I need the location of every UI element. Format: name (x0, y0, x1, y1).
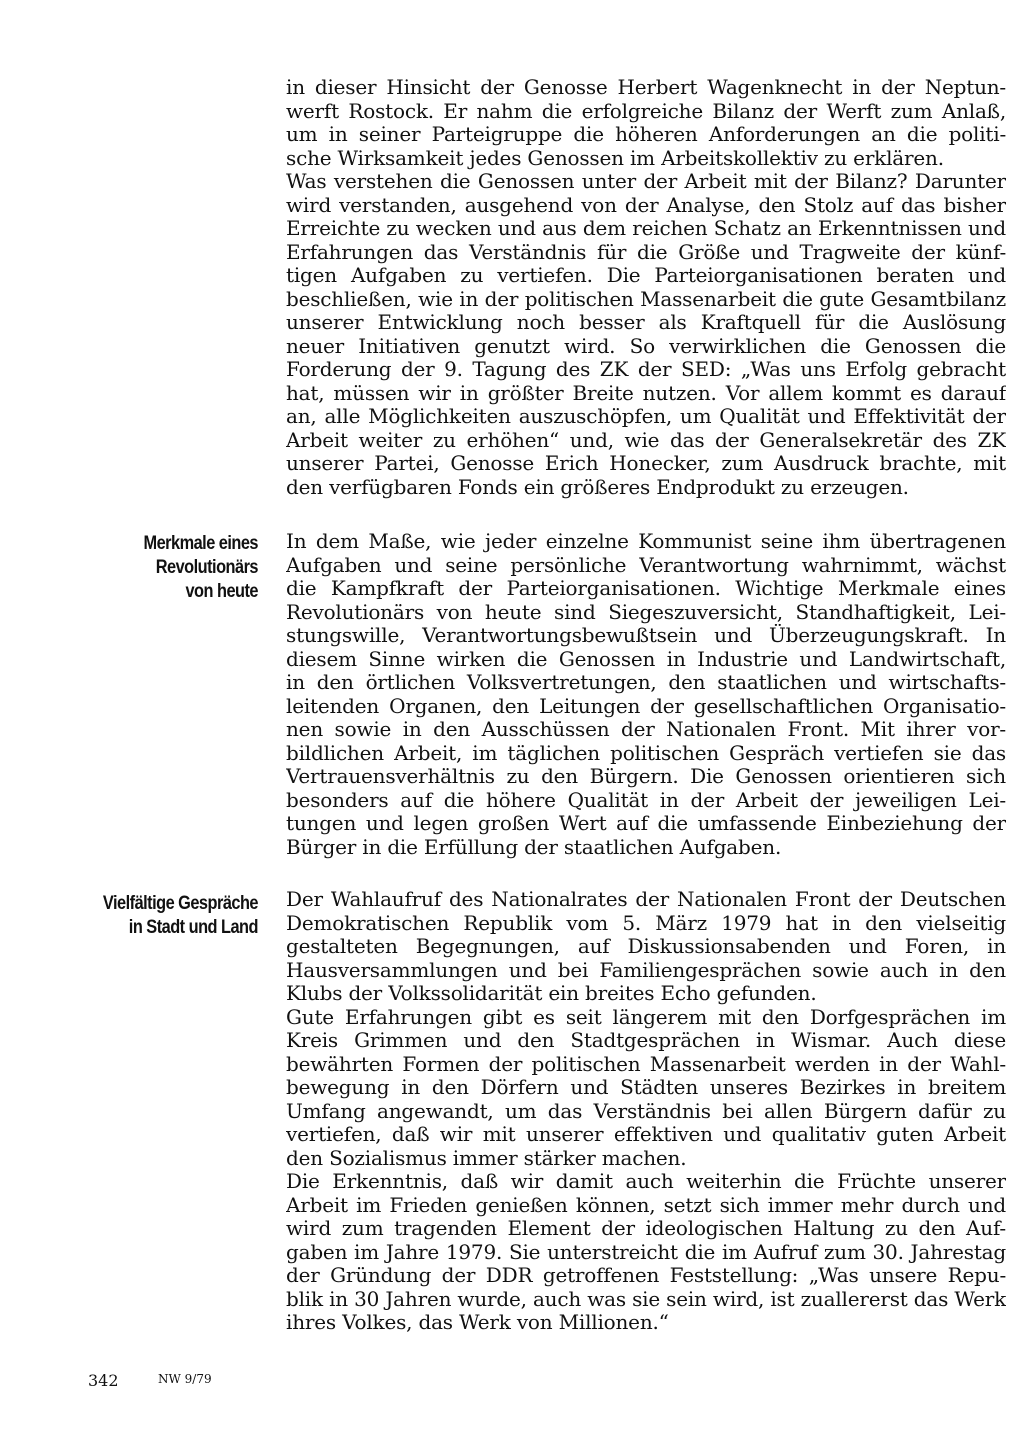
text-line: leitenden Organen, den Leitungen der gesellschaftlichen Organisatio- (286, 694, 1006, 718)
text-line: Forderung der 9. Tagung des ZK der SED: „Was uns Erfolg gebracht (286, 358, 1006, 381)
text-line: vertiefen, daß wir mit unserer effektiven und qualitativ guten Arbeit (286, 1123, 1006, 1146)
text-line: Erreichte zu wecken und aus dem reichen Schatz an Erkenntnissen und (286, 217, 1006, 240)
text-line: bewährten Formen der politischen Massenarbeit werden in der Wahl- (286, 1052, 1006, 1076)
text-line: tigen Aufgaben zu vertiefen. Die Parteiorganisationen beraten und (286, 264, 1006, 287)
text-line: den Sozialismus immer stärker machen. (286, 1146, 687, 1170)
text-line: In dem Maße, wie jeder einzelne Kommunist seine ihm übertragenen (286, 530, 1006, 553)
paragraph (286, 76, 1006, 170)
side-heading-line: Merkmale eines (143, 533, 258, 554)
journal-reference: NW 9/79 (158, 1372, 212, 1386)
text-line: in dieser Hinsicht der Genosse Herbert Wagenknecht in der Neptun- (286, 76, 1006, 99)
text-line: Aufgaben und seine persönliche Verantwortung wahrnimmt, wächst (286, 553, 1006, 577)
text-line: diesem Sinne wirken die Genossen in Industrie und Landwirtschaft, (286, 647, 1006, 671)
text-line: gestalteten Begegnungen, auf Diskussionsabenden und Foren, in (286, 935, 1006, 958)
text-line: Vertrauensverhältnis zu den Bürgern. Die Genossen orientieren sich (286, 765, 1006, 788)
paragraph (286, 1006, 1006, 1171)
text-line: gaben im Jahre 1979. Sie unterstreicht die im Aufruf zum 30. Jahrestag (286, 1240, 1006, 1264)
paragraph (286, 1170, 1006, 1335)
side-heading (86, 892, 258, 940)
section-body (286, 76, 1006, 499)
text-line: Arbeit im Frieden genießen können, setzt sich immer mehr durch und (286, 1193, 1006, 1217)
text-line: ihres Volkes, das Werk von Millionen.“ (286, 1311, 669, 1334)
text-line: in den örtlichen Volksvertretungen, den staatlichen und wirtschafts- (286, 671, 1006, 694)
section-body (286, 530, 1006, 859)
text-line: bewegung in den Dörfern und Städten unseres Bezirkes in breitem (286, 1076, 1006, 1099)
side-heading-line: Vielfältige Gespräche (102, 893, 259, 914)
text-line: neuer Initiativen genutzt wird. So verwirklichen die Genossen die (286, 334, 1006, 358)
side-heading-line: von heute (185, 581, 258, 602)
text-line: unserer Entwicklung noch besser als Kraftquell für die Auslösung (286, 311, 1006, 334)
paragraph (286, 530, 1006, 859)
text-line: Bürger in die Erfüllung der staatlichen Aufgaben. (286, 835, 782, 859)
text-line: Gute Erfahrungen gibt es seit längerem mit den Dorfgesprächen im (286, 1005, 1006, 1029)
text-line: werft Rostock. Er nahm die erfolgreiche Bilanz der Werft zum Anlaß, (286, 99, 1006, 123)
text-line: Umfang angewandt, um das Verständnis bei allen Bürgern dafür zu (286, 1099, 1006, 1123)
text-line: stungswille, Verantwortungsbewußtsein und Überzeugungskraft. In (286, 624, 1006, 647)
text-line: sche Wirksamkeit jedes Genossen im Arbeitskollektiv zu erklären. (286, 146, 944, 170)
text-line: die Kampfkraft der Parteiorganisationen. Wichtige Merkmale eines (286, 577, 1006, 600)
paragraph (286, 170, 1006, 499)
text-line: Klubs der Volkssolidarität ein breites Echo gefunden. (286, 982, 817, 1005)
side-heading (86, 532, 258, 604)
text-line: Erfahrungen das Verständnis für die Größe und Tragweite der künf- (286, 240, 1006, 264)
section-body (286, 888, 1006, 1335)
side-heading-line: in Stadt und Land (128, 917, 258, 938)
page-number: 342 (88, 1371, 119, 1390)
text-line: an, alle Möglichkeiten auszuschöpfen, um Qualität und Effektivität der (286, 405, 1006, 428)
text-line: unserer Partei, Genosse Erich Honecker, zum Ausdruck brachte, mit (286, 452, 1006, 475)
text-line: beschließen, wie in der politischen Massenarbeit die gute Gesamtbilanz (286, 287, 1006, 311)
text-line: bildlichen Arbeit, im täglichen politischen Gespräch vertiefen sie das (286, 741, 1006, 765)
text-line: Hausversammlungen und bei Familiengesprächen sowie auch in den (286, 958, 1006, 982)
text-line: tungen und legen großen Wert auf die umfassende Einbeziehung der (286, 812, 1006, 835)
text-line: wird verstanden, ausgehend von der Analyse, den Stolz auf das bisher (286, 193, 1006, 217)
text-line: Was verstehen die Genossen unter der Arbeit mit der Bilanz? Darunter (286, 170, 1006, 193)
paragraph (286, 888, 1006, 1006)
text-line: Revolutionärs von heute sind Siegeszuversicht, Standhaftigkeit, Lei- (286, 600, 1006, 624)
text-line: Die Erkenntnis, daß wir damit auch weiterhin die Früchte unserer (286, 1170, 1006, 1193)
text-line: Arbeit weiter zu erhöhen“ und, wie das der Generalsekretär des ZK (286, 428, 1006, 452)
text-line: wird zum tragenden Element der ideologischen Haltung zu den Auf- (286, 1217, 1006, 1240)
text-line: den verfügbaren Fonds ein größeres Endprodukt zu erzeugen. (286, 475, 909, 499)
text-line: nen sowie in den Ausschüssen der Nationalen Front. Mit ihrer vor- (286, 718, 1006, 741)
text-line: der Gründung der DDR getroffenen Feststellung: „Was unsere Repu- (286, 1264, 1006, 1287)
text-line: Kreis Grimmen und den Stadtgesprächen in Wismar. Auch diese (286, 1029, 1006, 1052)
text-line: hat, müssen wir in größter Breite nutzen. Vor allem kommt es darauf (286, 381, 1006, 405)
text-line: blik in 30 Jahren wurde, auch was sie sein wird, ist zuallererst das Werk (286, 1287, 1006, 1311)
text-line: Demokratischen Republik vom 5. März 1979 hat in den vielseitig (286, 911, 1006, 935)
text-line: Der Wahlaufruf des Nationalrates der Nationalen Front der Deutschen (286, 888, 1006, 911)
text-line: besonders auf die höhere Qualität in der Arbeit der jeweiligen Lei- (286, 788, 1006, 812)
text-line: um in seiner Parteigruppe die höheren Anforderungen an die politi- (286, 123, 1006, 146)
side-heading-line: Revolutionärs (155, 557, 258, 578)
